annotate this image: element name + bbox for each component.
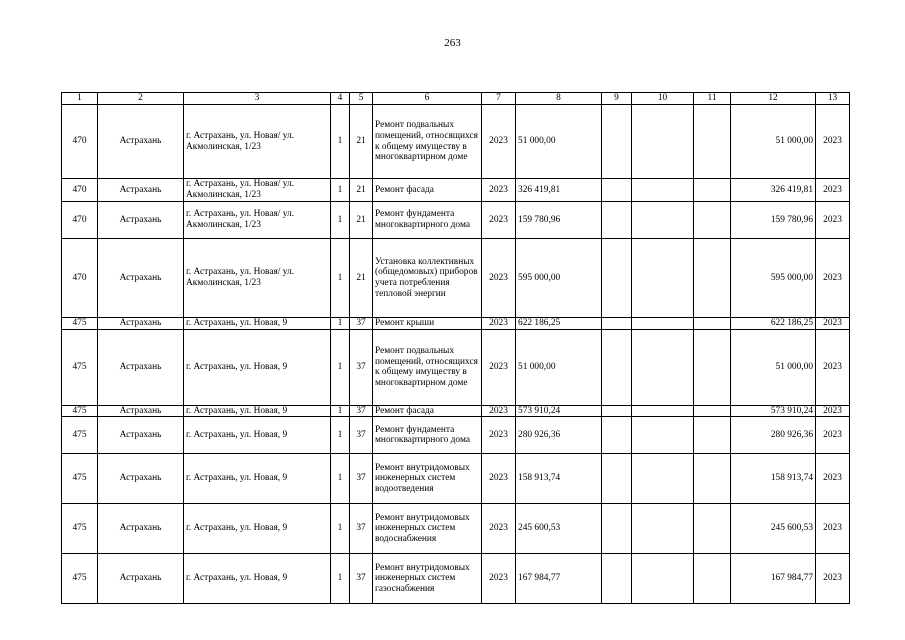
col-10-value-cell — [632, 179, 694, 202]
cost-cell: 280 926,36 — [516, 417, 602, 454]
header-row — [62, 93, 850, 105]
col-5-value-cell: 21 — [350, 202, 373, 239]
table-row — [62, 105, 850, 179]
cost-cell: 622 186,25 — [516, 318, 602, 330]
col-4-value-cell: 1 — [331, 454, 350, 504]
column-header: 13 — [816, 93, 850, 105]
cost-cell: 326 419,81 — [516, 179, 602, 202]
table-row — [62, 179, 850, 202]
row-number-cell: 475 — [62, 417, 98, 454]
col-9-value-cell — [602, 179, 632, 202]
col-11-value-cell — [694, 417, 731, 454]
completion-year-cell: 2023 — [816, 239, 850, 318]
col-4-value-cell: 1 — [331, 318, 350, 330]
completion-year-cell: 2023 — [816, 105, 850, 179]
col-4-value-cell: 1 — [331, 329, 350, 405]
address-cell: г. Астрахань, ул. Новая, 9 — [184, 405, 331, 417]
row-number-cell: 470 — [62, 179, 98, 202]
municipality-cell: Астрахань — [98, 329, 184, 405]
row-number-cell: 475 — [62, 554, 98, 604]
cost-cell: 595 000,00 — [516, 239, 602, 318]
col-10-value-cell — [632, 504, 694, 554]
col-4-value-cell: 1 — [331, 554, 350, 604]
row-number-cell: 470 — [62, 239, 98, 318]
work-type-cell: Ремонт крыши — [373, 318, 482, 330]
total-cost-cell: 326 419,81 — [731, 179, 816, 202]
completion-year-cell: 2023 — [816, 417, 850, 454]
col-10-value-cell — [632, 318, 694, 330]
completion-year-cell: 2023 — [816, 454, 850, 504]
address-cell: г. Астрахань, ул. Новая, 9 — [184, 554, 331, 604]
work-type-cell: Установка коллективных (общедомовых) приборов учета потребления тепловой энергии — [373, 239, 482, 318]
address-cell: г. Астрахань, ул. Новая/ ул. Акмолинская, 1/23 — [184, 105, 331, 179]
col-11-value-cell — [694, 318, 731, 330]
municipality-cell: Астрахань — [98, 405, 184, 417]
col-9-value-cell — [602, 239, 632, 318]
municipality-cell: Астрахань — [98, 454, 184, 504]
year-cell: 2023 — [482, 202, 516, 239]
address-cell: г. Астрахань, ул. Новая, 9 — [184, 417, 331, 454]
column-header: 7 — [482, 93, 516, 105]
col-4-value-cell: 1 — [331, 179, 350, 202]
year-cell: 2023 — [482, 454, 516, 504]
col-11-value-cell — [694, 239, 731, 318]
completion-year-cell: 2023 — [816, 318, 850, 330]
year-cell: 2023 — [482, 504, 516, 554]
address-cell: г. Астрахань, ул. Новая/ ул. Акмолинская, 1/23 — [184, 239, 331, 318]
column-header: 10 — [632, 93, 694, 105]
work-type-cell: Ремонт подвальных помещений, относящихся к общему имуществу в многоквартирном доме — [373, 105, 482, 179]
municipality-cell: Астрахань — [98, 179, 184, 202]
col-4-value-cell: 1 — [331, 405, 350, 417]
col-4-value-cell: 1 — [331, 417, 350, 454]
col-9-value-cell — [602, 318, 632, 330]
table-row — [62, 405, 850, 417]
year-cell: 2023 — [482, 239, 516, 318]
col-11-value-cell — [694, 179, 731, 202]
year-cell: 2023 — [482, 405, 516, 417]
total-cost-cell: 167 984,77 — [731, 554, 816, 604]
col-11-value-cell — [694, 105, 731, 179]
address-cell: г. Астрахань, ул. Новая, 9 — [184, 329, 331, 405]
cost-cell: 167 984,77 — [516, 554, 602, 604]
col-11-value-cell — [694, 202, 731, 239]
col-10-value-cell — [632, 417, 694, 454]
cost-cell: 51 000,00 — [516, 329, 602, 405]
completion-year-cell: 2023 — [816, 329, 850, 405]
total-cost-cell: 158 913,74 — [731, 454, 816, 504]
col-9-value-cell — [602, 417, 632, 454]
completion-year-cell: 2023 — [816, 179, 850, 202]
col-10-value-cell — [632, 105, 694, 179]
work-type-cell: Ремонт внутридомовых инженерных систем водоотведения — [373, 454, 482, 504]
col-9-value-cell — [602, 105, 632, 179]
municipality-cell: Астрахань — [98, 417, 184, 454]
table-row — [62, 318, 850, 330]
col-5-value-cell: 37 — [350, 504, 373, 554]
work-type-cell: Ремонт внутридомовых инженерных систем водоснабжения — [373, 504, 482, 554]
table-row — [62, 202, 850, 239]
year-cell: 2023 — [482, 179, 516, 202]
cost-cell: 159 780,96 — [516, 202, 602, 239]
col-4-value-cell: 1 — [331, 105, 350, 179]
column-header: 11 — [694, 93, 731, 105]
work-type-cell: Ремонт фундамента многоквартирного дома — [373, 417, 482, 454]
col-5-value-cell: 21 — [350, 179, 373, 202]
col-10-value-cell — [632, 554, 694, 604]
column-header: 4 — [331, 93, 350, 105]
col-4-value-cell: 1 — [331, 202, 350, 239]
row-number-cell: 475 — [62, 454, 98, 504]
completion-year-cell: 2023 — [816, 554, 850, 604]
row-number-cell: 470 — [62, 105, 98, 179]
col-10-value-cell — [632, 239, 694, 318]
total-cost-cell: 51 000,00 — [731, 105, 816, 179]
column-header: 9 — [602, 93, 632, 105]
col-11-value-cell — [694, 329, 731, 405]
column-header: 12 — [731, 93, 816, 105]
table-row — [62, 329, 850, 405]
col-9-value-cell — [602, 405, 632, 417]
row-number-cell: 475 — [62, 329, 98, 405]
cost-cell: 158 913,74 — [516, 454, 602, 504]
total-cost-cell: 622 186,25 — [731, 318, 816, 330]
col-11-value-cell — [694, 454, 731, 504]
col-11-value-cell — [694, 554, 731, 604]
col-11-value-cell — [694, 504, 731, 554]
address-cell: г. Астрахань, ул. Новая, 9 — [184, 318, 331, 330]
column-header: 8 — [516, 93, 602, 105]
address-cell: г. Астрахань, ул. Новая/ ул. Акмолинская, 1/23 — [184, 202, 331, 239]
total-cost-cell: 280 926,36 — [731, 417, 816, 454]
col-5-value-cell: 37 — [350, 417, 373, 454]
municipality-cell: Астрахань — [98, 105, 184, 179]
year-cell: 2023 — [482, 417, 516, 454]
address-cell: г. Астрахань, ул. Новая/ ул. Акмолинская, 1/23 — [184, 179, 331, 202]
address-cell: г. Астрахань, ул. Новая, 9 — [184, 504, 331, 554]
col-9-value-cell — [602, 329, 632, 405]
row-number-cell: 475 — [62, 318, 98, 330]
row-number-cell: 475 — [62, 504, 98, 554]
col-4-value-cell: 1 — [331, 504, 350, 554]
col-4-value-cell: 1 — [331, 239, 350, 318]
col-9-value-cell — [602, 202, 632, 239]
column-header: 5 — [350, 93, 373, 105]
col-11-value-cell — [694, 405, 731, 417]
col-5-value-cell: 37 — [350, 318, 373, 330]
row-number-cell: 475 — [62, 405, 98, 417]
address-cell: г. Астрахань, ул. Новая, 9 — [184, 454, 331, 504]
cost-cell: 245 600,53 — [516, 504, 602, 554]
completion-year-cell: 2023 — [816, 504, 850, 554]
col-5-value-cell: 37 — [350, 405, 373, 417]
municipality-cell: Астрахань — [98, 239, 184, 318]
column-header: 6 — [373, 93, 482, 105]
table-row — [62, 454, 850, 504]
column-header: 3 — [184, 93, 331, 105]
year-cell: 2023 — [482, 318, 516, 330]
col-5-value-cell: 21 — [350, 105, 373, 179]
col-10-value-cell — [632, 405, 694, 417]
col-10-value-cell — [632, 454, 694, 504]
col-10-value-cell — [632, 329, 694, 405]
completion-year-cell: 2023 — [816, 405, 850, 417]
total-cost-cell: 51 000,00 — [731, 329, 816, 405]
municipality-cell: Астрахань — [98, 318, 184, 330]
total-cost-cell: 159 780,96 — [731, 202, 816, 239]
total-cost-cell: 573 910,24 — [731, 405, 816, 417]
total-cost-cell: 245 600,53 — [731, 504, 816, 554]
completion-year-cell: 2023 — [816, 202, 850, 239]
col-5-value-cell: 37 — [350, 554, 373, 604]
table-row — [62, 417, 850, 454]
total-cost-cell: 595 000,00 — [731, 239, 816, 318]
cost-cell: 51 000,00 — [516, 105, 602, 179]
row-number-cell: 470 — [62, 202, 98, 239]
work-type-cell: Ремонт подвальных помещений, относящихся к общему имуществу в многоквартирном доме — [373, 329, 482, 405]
col-5-value-cell: 37 — [350, 329, 373, 405]
year-cell: 2023 — [482, 329, 516, 405]
table-row — [62, 239, 850, 318]
capital-repair-table — [61, 92, 850, 604]
page-number: 263 — [444, 37, 461, 49]
municipality-cell: Астрахань — [98, 504, 184, 554]
municipality-cell: Астрахань — [98, 202, 184, 239]
work-type-cell: Ремонт фундамента многоквартирного дома — [373, 202, 482, 239]
table-row — [62, 504, 850, 554]
work-type-cell: Ремонт внутридомовых инженерных систем газоснабжения — [373, 554, 482, 604]
col-9-value-cell — [602, 454, 632, 504]
cost-cell: 573 910,24 — [516, 405, 602, 417]
table-row — [62, 554, 850, 604]
work-type-cell: Ремонт фасада — [373, 179, 482, 202]
municipality-cell: Астрахань — [98, 554, 184, 604]
year-cell: 2023 — [482, 554, 516, 604]
col-9-value-cell — [602, 554, 632, 604]
col-5-value-cell: 37 — [350, 454, 373, 504]
col-5-value-cell: 21 — [350, 239, 373, 318]
column-header: 1 — [62, 93, 98, 105]
col-10-value-cell — [632, 202, 694, 239]
column-header: 2 — [98, 93, 184, 105]
col-9-value-cell — [602, 504, 632, 554]
work-type-cell: Ремонт фасада — [373, 405, 482, 417]
year-cell: 2023 — [482, 105, 516, 179]
